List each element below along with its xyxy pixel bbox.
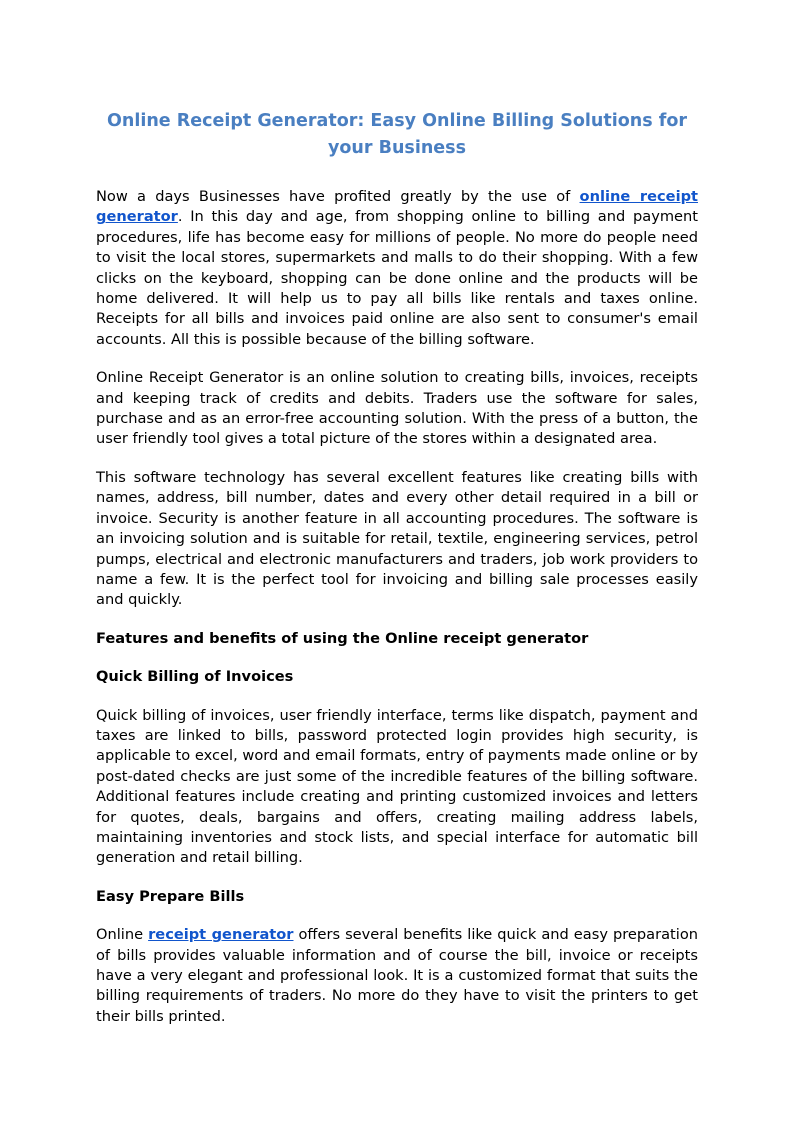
easy-text-end: offers several benefits like quick and easy preparation of bills provides valuable information and of course the bill, invoice or receipts have a very elegant and professional look. It is a customized format that suits the billing requirements of traders. No more do they have to visit the printers to get their bills printed. [96, 926, 699, 1025]
intro-text-end: . In this day and age, from shopping online to billing and payment procedures, life has become easy for millions of people. No more do people need to visit the local stores, supermarkets and malls to do their shopping. With a few clicks on the keyboard, shopping can be done online and the products will be home delivered. It will help us to pay all bills like rentals and taxes online. Receipts for all bills and invoices paid online are also sent to consumer's email accounts. All this is possible because of the billing software. [96, 208, 698, 348]
intro-paragraph [96, 187, 698, 350]
quick-billing-paragraph: Quick billing of invoices, user friendly interface, terms like dispatch, payment and taxes are linked to bills, password protected login provides high security, is applicable to excel, word and email formats, entry of payments made online or by post-dated checks are just some of the incredible features of the billing software. Additional features include creating and printing customized invoices and letters for quotes, deals, bargains and offers, creating mailing address labels, maintaining inventories and stock lists, and special interface for automatic bill generation and retail billing. [96, 706, 698, 867]
quick-billing-heading: Quick Billing of Invoices [96, 668, 294, 686]
receipt-generator-link[interactable]: receipt generator [148, 926, 294, 944]
overview-paragraph: Online Receipt Generator is an online solution to creating bills, invoices, receipts and keeping track of credits and debits. Traders use the software for sales, purchase and as an error-free accounting solution. With the press of a button, the user friendly tool gives a total picture of the stores within a designated area. [96, 369, 698, 448]
document-page [96, 108, 698, 1045]
easy-prepare-heading: Easy Prepare Bills [96, 887, 245, 905]
intro-text-start: Now a days Businesses have profited greatly by the use of [96, 188, 580, 205]
features-heading: Features and benefits of using the Online receipt generator [96, 629, 589, 647]
easy-prepare-paragraph [96, 925, 698, 1027]
easy-text-start: Online [96, 926, 149, 944]
features-paragraph: This software technology has several excellent features like creating bills with names, address, bill number, dates and every other detail required in a bill or invoice. Security is another feature in all accounting procedures. The software is an invoicing solution and is suitable for retail, textile, engineering services, petrol pumps, electrical and electronic manufacturers and traders, job work providers to name a few. It is the perfect tool for invoicing and billing sale processes easily and quickly. [96, 468, 698, 609]
online-receipt-generator-link[interactable]: online receipt generator [96, 188, 698, 226]
page-title: Online Receipt Generator: Easy Online Billing Solutions for your Business [107, 111, 687, 158]
